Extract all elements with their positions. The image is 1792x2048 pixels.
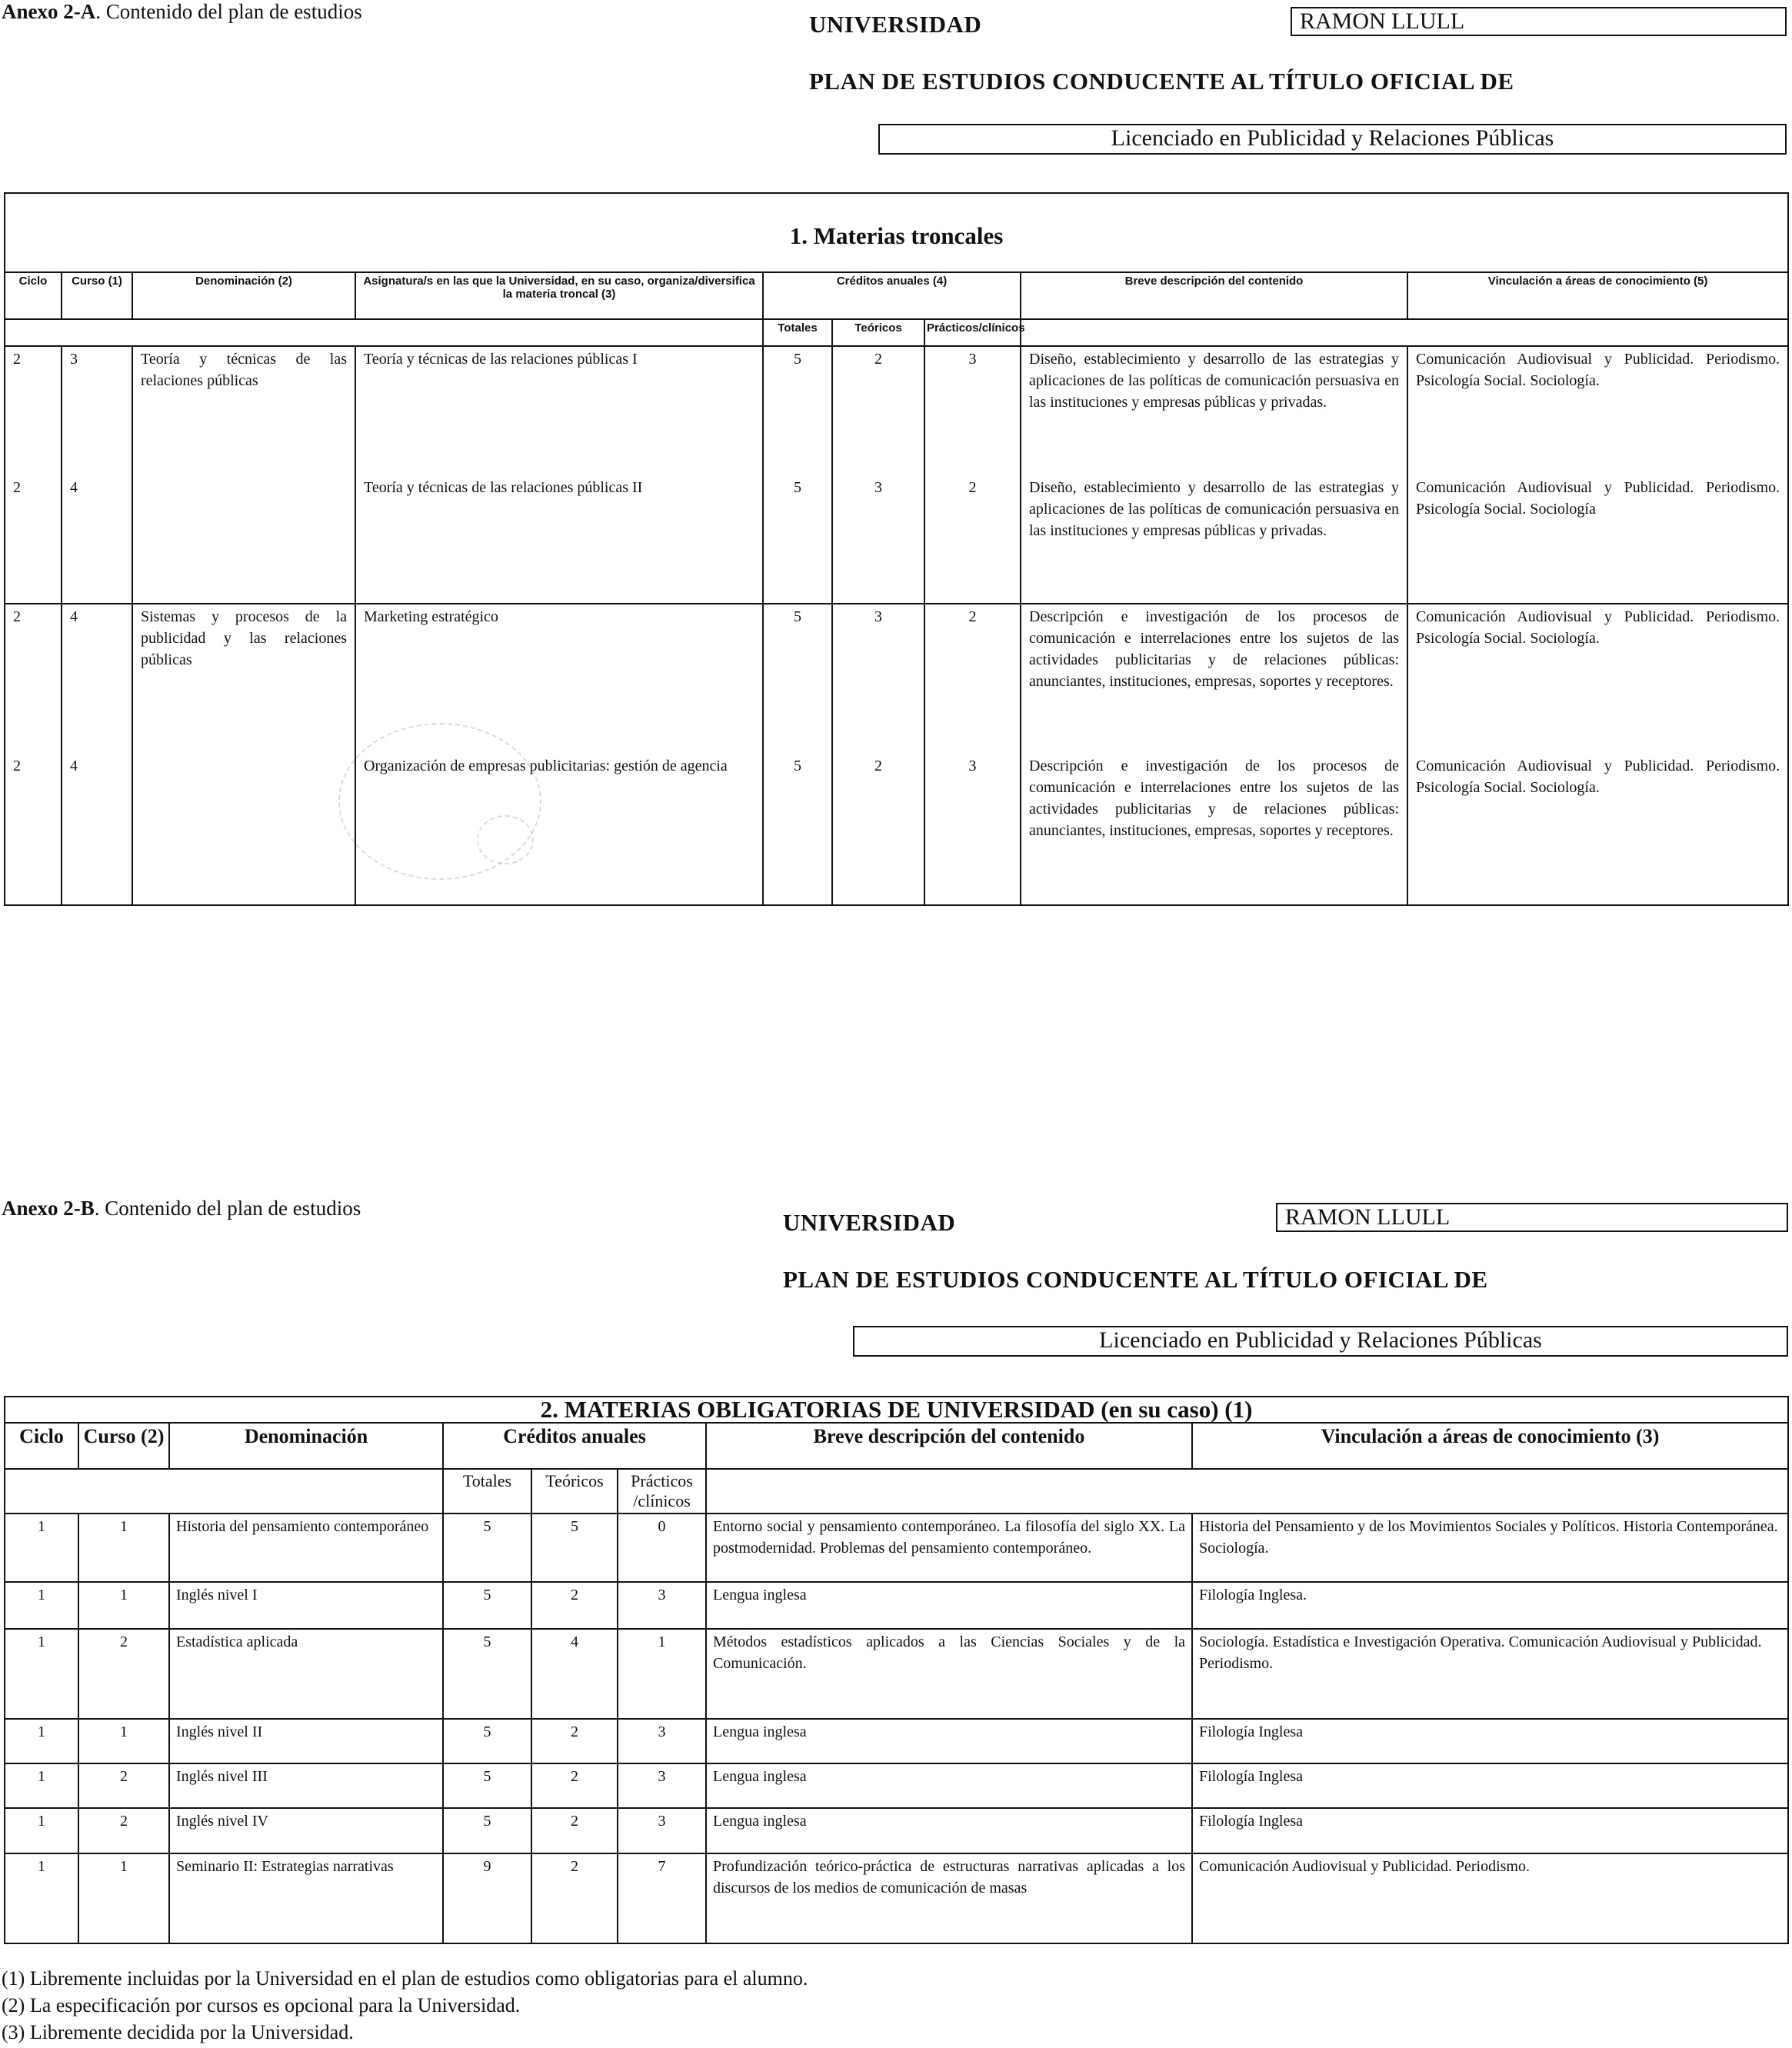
cell-totales: 5 (443, 1514, 531, 1582)
header-curso: Curso (2) (78, 1423, 169, 1469)
table-row (5, 1853, 1788, 1943)
header-teoricos: Teóricos (832, 319, 924, 346)
cell-descripcion: Métodos estadísticos aplicados a las Ciencias Sociales y de la Comunicación. (706, 1629, 1192, 1719)
cell-asignatura: Marketing estratégico (355, 604, 763, 754)
cell-curso: 2 (78, 1763, 169, 1808)
cell-descripcion: Entorno social y pensamiento contemporáneo. La filosofía del siglo XX. La postmodernidad. Problemas del pensamiento contemporáneo. (706, 1514, 1192, 1582)
obligatorias-table (4, 1396, 1789, 1944)
cell-teoricos: 3 (832, 475, 924, 604)
cell-ciclo: 2 (5, 754, 62, 905)
cell-totales: 5 (763, 754, 832, 905)
cell-denominacion: Inglés nivel IV (169, 1808, 443, 1853)
annex-b-university-label: UNIVERSIDAD (783, 1209, 956, 1236)
troncales-table-title: 1. Materias troncales (5, 193, 1788, 272)
troncales-table (4, 192, 1789, 906)
cell-teoricos: 5 (531, 1514, 618, 1582)
cell-ciclo: 1 (5, 1514, 78, 1582)
cell-denominacion (132, 475, 355, 604)
cell-descripcion: Lengua inglesa (706, 1719, 1192, 1763)
cell-practicos: 3 (618, 1808, 706, 1853)
cell-vinculacion: Filología Inglesa. (1192, 1582, 1788, 1629)
annex-a-university-name: RAMON LLULL (1291, 7, 1787, 36)
cell-practicos: 3 (924, 346, 1021, 475)
cell-curso: 2 (78, 1629, 169, 1719)
table-row (5, 754, 1788, 905)
annex-b-degree: Licenciado en Publicidad y Relaciones Públicas (853, 1326, 1788, 1357)
subheader-blank (5, 1469, 443, 1514)
cell-descripcion: Descripción e investigación de los procesos de comunicación e interrelaciones entre los sujetos de las actividades publicitarias y de relaciones públicas: anunciantes, instituciones, empresas, soportes y receptores. (1021, 604, 1407, 754)
cell-curso: 3 (62, 346, 132, 475)
footnote: (1) Libremente incluidas por la Universidad en el plan de estudios como obligatorias para el alumno. (2, 1967, 808, 1990)
cell-ciclo: 1 (5, 1719, 78, 1763)
cell-totales: 5 (763, 475, 832, 604)
cell-totales: 5 (443, 1763, 531, 1808)
header-teoricos: Teóricos (531, 1469, 618, 1514)
cell-practicos: 2 (924, 475, 1021, 604)
header-asignatura: Asignatura/s en las que la Universidad, en su caso, organiza/diversifica la materia troncal (3) (355, 272, 763, 319)
header-creditos: Créditos anuales (443, 1423, 706, 1469)
table-row (5, 1629, 1788, 1719)
table-row (5, 1582, 1788, 1629)
cell-descripcion: Lengua inglesa (706, 1582, 1192, 1629)
cell-denominacion (132, 754, 355, 905)
footnote: (3) Libremente decidida por la Universidad. (2, 2021, 354, 2043)
cell-descripcion: Descripción e investigación de los procesos de comunicación e interrelaciones entre los sujetos de las actividades publicitarias y de relaciones públicas: anunciantes, instituciones, empresas, soportes y receptores. (1021, 754, 1407, 905)
cell-vinculacion: Historia del Pensamiento y de los Movimientos Sociales y Políticos. Historia Contemporánea. Sociología. (1192, 1514, 1788, 1582)
cell-descripcion: Diseño, establecimiento y desarrollo de las estrategias y aplicaciones de las políticas de comunicación persuasiva en las instituciones y empresas públicas y privadas. (1021, 346, 1407, 475)
header-denominacion: Denominación (2) (132, 272, 355, 319)
header-vinculacion: Vinculación a áreas de conocimiento (3) (1192, 1423, 1788, 1469)
cell-teoricos: 2 (531, 1808, 618, 1853)
cell-teoricos: 2 (531, 1853, 618, 1943)
cell-curso: 4 (62, 754, 132, 905)
cell-ciclo: 1 (5, 1582, 78, 1629)
annex-a-university-label: UNIVERSIDAD (809, 11, 982, 38)
cell-ciclo: 1 (5, 1808, 78, 1853)
cell-curso: 1 (78, 1853, 169, 1943)
cell-ciclo: 2 (5, 346, 62, 475)
cell-denominacion: Inglés nivel II (169, 1719, 443, 1763)
cell-vinculacion: Comunicación Audiovisual y Publicidad. Periodismo. Psicología Social. Sociología. (1407, 604, 1788, 754)
cell-vinculacion: Filología Inglesa (1192, 1763, 1788, 1808)
subheader-blank (5, 319, 763, 346)
annex-b-university-name: RAMON LLULL (1276, 1203, 1788, 1232)
cell-vinculacion: Filología Inglesa (1192, 1808, 1788, 1853)
annex-b-plan-label: PLAN DE ESTUDIOS CONDUCENTE AL TÍTULO OFICIAL DE (783, 1266, 1488, 1293)
troncales-subheader-row (5, 319, 1788, 346)
cell-denominacion: Sistemas y procesos de la publicidad y las relaciones públicas (132, 604, 355, 754)
cell-vinculacion: Comunicación Audiovisual y Publicidad. Periodismo. (1192, 1853, 1788, 1943)
cell-descripcion: Lengua inglesa (706, 1763, 1192, 1808)
obligatorias-table-title: 2. MATERIAS OBLIGATORIAS DE UNIVERSIDAD (en su caso) (1) (5, 1397, 1788, 1423)
cell-curso: 1 (78, 1719, 169, 1763)
cell-descripcion: Lengua inglesa (706, 1808, 1192, 1853)
table-row (5, 346, 1788, 475)
cell-teoricos: 3 (832, 604, 924, 754)
cell-ciclo: 2 (5, 604, 62, 754)
cell-practicos: 3 (618, 1763, 706, 1808)
cell-asignatura: Organización de empresas publicitarias: gestión de agencia (355, 754, 763, 905)
cell-practicos: 1 (618, 1629, 706, 1719)
cell-totales: 5 (443, 1629, 531, 1719)
header-ciclo: Ciclo (5, 1423, 78, 1469)
header-ciclo: Ciclo (5, 272, 62, 319)
cell-curso: 4 (62, 604, 132, 754)
cell-teoricos: 2 (531, 1763, 618, 1808)
cell-vinculacion: Filología Inglesa (1192, 1719, 1788, 1763)
cell-teoricos: 2 (531, 1582, 618, 1629)
table-row (5, 604, 1788, 754)
table-row (5, 475, 1788, 604)
table-row (5, 1808, 1788, 1853)
cell-descripcion: Profundización teórico-práctica de estructuras narrativas aplicadas a los discursos de los medios de comunicación de masas (706, 1853, 1192, 1943)
cell-totales: 5 (443, 1808, 531, 1853)
cell-vinculacion: Sociología. Estadística e Investigación Operativa. Comunicación Audiovisual y Publicidad. Periodismo. (1192, 1629, 1788, 1719)
cell-ciclo: 1 (5, 1629, 78, 1719)
stamp-mark-icon (477, 815, 534, 864)
cell-asignatura: Teoría y técnicas de las relaciones públicas I (355, 346, 763, 475)
header-totales: Totales (443, 1469, 531, 1514)
cell-totales: 5 (763, 604, 832, 754)
cell-practicos: 3 (924, 754, 1021, 905)
cell-curso: 4 (62, 475, 132, 604)
subheader-blank-right (1021, 319, 1788, 346)
cell-vinculacion: Comunicación Audiovisual y Publicidad. Periodismo. Psicología Social. Sociología. (1407, 346, 1788, 475)
cell-totales: 5 (443, 1719, 531, 1763)
annex-b-title: Anexo 2-B. Contenido del plan de estudios (2, 1197, 361, 1220)
cell-practicos: 7 (618, 1853, 706, 1943)
cell-curso: 1 (78, 1514, 169, 1582)
cell-ciclo: 1 (5, 1853, 78, 1943)
header-descripcion: Breve descripción del contenido (1021, 272, 1407, 319)
cell-denominacion: Seminario II: Estrategias narrativas (169, 1853, 443, 1943)
obligatorias-subheader-row (5, 1469, 1788, 1514)
cell-descripcion: Diseño, establecimiento y desarrollo de las estrategias y aplicaciones de las políticas de comunicación persuasiva en las instituciones y empresas públicas y privadas. (1021, 475, 1407, 604)
cell-practicos: 2 (924, 604, 1021, 754)
cell-asignatura: Teoría y técnicas de las relaciones públicas II (355, 475, 763, 604)
cell-ciclo: 2 (5, 475, 62, 604)
footnote: (2) La especificación por cursos es opcional para la Universidad. (2, 1994, 521, 2016)
header-practicos: Prácticos /clínicos (618, 1469, 706, 1514)
cell-practicos: 3 (618, 1582, 706, 1629)
cell-practicos: 0 (618, 1514, 706, 1582)
header-creditos: Créditos anuales (4) (763, 272, 1021, 319)
cell-vinculacion: Comunicación Audiovisual y Publicidad. Periodismo. Psicología Social. Sociología. (1407, 754, 1788, 905)
header-curso: Curso (1) (62, 272, 132, 319)
troncales-header-row (5, 272, 1788, 319)
cell-totales: 5 (763, 346, 832, 475)
cell-totales: 5 (443, 1582, 531, 1629)
header-denominacion: Denominación (169, 1423, 443, 1469)
cell-totales: 9 (443, 1853, 531, 1943)
cell-curso: 2 (78, 1808, 169, 1853)
footnotes (2, 1965, 1770, 2046)
cell-teoricos: 2 (832, 346, 924, 475)
table-row (5, 1719, 1788, 1763)
cell-curso: 1 (78, 1582, 169, 1629)
cell-denominacion: Teoría y técnicas de las relaciones públicas (132, 346, 355, 475)
table-row (5, 1514, 1788, 1582)
cell-vinculacion: Comunicación Audiovisual y Publicidad. Periodismo. Psicología Social. Sociología (1407, 475, 1788, 604)
annex-a-title: Anexo 2-A. Contenido del plan de estudios (2, 0, 362, 23)
cell-denominacion: Estadística aplicada (169, 1629, 443, 1719)
annex-a-plan-label: PLAN DE ESTUDIOS CONDUCENTE AL TÍTULO OFICIAL DE (809, 68, 1514, 95)
cell-ciclo: 1 (5, 1763, 78, 1808)
obligatorias-header-row (5, 1423, 1788, 1469)
cell-practicos: 3 (618, 1719, 706, 1763)
table-row (5, 1763, 1788, 1808)
header-practicos: Prácticos/clínicos (924, 319, 1021, 346)
cell-teoricos: 4 (531, 1629, 618, 1719)
header-descripcion: Breve descripción del contenido (706, 1423, 1192, 1469)
subheader-blank-right (706, 1469, 1788, 1514)
header-totales: Totales (763, 319, 832, 346)
cell-teoricos: 2 (832, 754, 924, 905)
header-vinculacion: Vinculación a áreas de conocimiento (5) (1407, 272, 1788, 319)
cell-denominacion: Inglés nivel III (169, 1763, 443, 1808)
cell-denominacion: Historia del pensamiento contemporáneo (169, 1514, 443, 1582)
cell-teoricos: 2 (531, 1719, 618, 1763)
cell-denominacion: Inglés nivel I (169, 1582, 443, 1629)
annex-a-degree: Licenciado en Publicidad y Relaciones Públicas (878, 124, 1787, 155)
